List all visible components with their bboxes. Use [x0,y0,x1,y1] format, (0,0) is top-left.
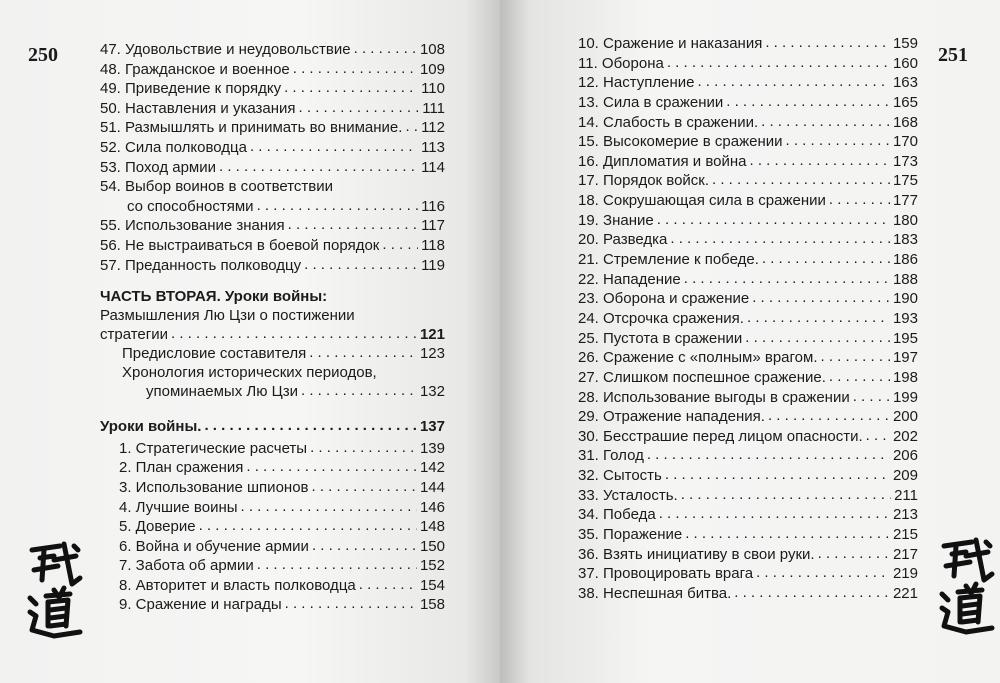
toc-entry-title: 29. Отражение нападения. [578,408,765,426]
toc-entry-title: 21. Стремление к победе. [578,251,759,269]
toc-entry-title: 6. Война и обучение армии [119,537,309,555]
toc-entry-title: 13. Сила в сражении [578,93,724,111]
leader-dots [657,210,890,230]
toc-entry [578,407,918,427]
toc-entry [119,439,445,459]
toc-entry [119,537,445,557]
toc-entry-title: 53. Поход армии [100,158,216,176]
leader-dots [697,72,890,92]
toc-entry [578,152,918,172]
toc-entry-title: 8. Авторитет и власть полководца [119,576,356,594]
toc-entry-page: 202 [892,427,918,445]
toc-entry-title: 4. Лучшие воины [119,498,238,516]
part-two-block [100,287,445,401]
toc-entry [578,230,918,250]
leader-dots [765,33,890,53]
toc-entry-title: 56. Не выстраиваться в боевой порядок [100,236,380,254]
toc-entry-page: 180 [892,211,918,229]
toc-entry-page: 190 [892,290,918,308]
toc-entry-page: 195 [892,329,918,347]
toc-entry-title: 57. Преданность полководцу [100,256,302,274]
leader-dots [712,170,890,190]
toc-entry-page: 211 [894,486,918,504]
leader-dots [685,524,890,544]
toc-entry-title: 26. Сражение с «полным» врагом. [578,349,818,367]
leader-dots [745,328,890,348]
toc-entry [578,348,918,368]
toc-entry-title: 10. Сражение и наказания [578,35,763,52]
toc-entry [100,79,445,99]
leader-dots [829,367,890,387]
toc-entry-page: 165 [892,93,918,111]
part-two-heading: ЧАСТЬ ВТОРАЯ. Уроки войны: [100,288,328,306]
part-two-line3: стратегии . . . 121 [100,325,445,344]
toc-entry-title: 11. Оборона [578,54,664,72]
toc-entry-page: 193 [892,309,918,327]
toc-entry-page: 198 [892,368,918,386]
toc-entry-title: 55. Использование знания [100,217,285,235]
leader-dots [246,457,417,477]
leader-dots [829,190,890,210]
chronology-row-1: Хронология исторических периодов, [122,364,377,382]
preface-row: Предисловие составителя . . . 123 [100,344,445,363]
toc-entry-title: 18. Сокрушающая сила в сражении [578,192,826,210]
toc-entry [100,40,445,60]
toc-entry-title: 20. Разведка [578,231,668,249]
toc-entry-title: 12. Наступление [578,74,695,92]
toc-entry [578,93,918,113]
leader-dots [853,387,890,407]
toc-entry [578,329,918,349]
toc-entry-page: 108 [419,41,445,58]
leader-dots [866,426,890,446]
leader-dots [359,575,417,595]
toc-entry-page: 150 [419,537,445,555]
toc-entry [578,388,918,408]
toc-entry-title: 35. Поражение [578,526,683,544]
calligraphy-seal-left [24,540,84,640]
leader-dots [199,516,417,536]
toc-entry-page: 146 [419,498,445,516]
leader-dots [665,465,890,485]
toc-entry-title: 28. Использование выгоды в сражении [578,388,850,406]
toc-entry-title: 16. Дипломатия и война [578,152,747,170]
toc-entry-title: 14. Слабость в сражении. [578,113,759,131]
toc-entry-title: 52. Сила полководца [100,138,247,156]
toc-entry [578,73,918,93]
leader-dots [761,112,890,132]
lessons-heading: Уроки войны. . . . 137 [100,417,445,437]
toc-entry-page: 139 [419,439,445,457]
toc-entry [578,309,918,329]
leader-dots [301,381,417,400]
toc-entry-title: 36. Взять инициативу в свои руки. [578,545,815,563]
toc-entry [578,545,918,565]
leader-dots [312,477,417,497]
toc-entry-title: 5. Доверие [119,518,196,536]
leader-dots [762,249,890,269]
toc-entry-title: 23. Оборона и сражение [578,290,750,308]
leader-dots [171,324,417,343]
chronology-row-2: упоминаемых Лю Цзи . . . 132 [100,382,445,401]
leader-dots [681,485,891,505]
toc-entry [578,446,918,466]
calligraphy-seal-right [936,536,996,636]
toc-entry [100,138,445,158]
leader-dots [818,544,890,564]
leader-dots [768,406,890,426]
leader-dots [354,39,417,59]
toc-entry [578,270,918,290]
toc-entry [578,34,918,54]
leader-dots [670,229,890,249]
toc-entry-page: 110 [421,80,445,98]
leader-dots [288,215,418,235]
toc-entry-title: 51. Размышлять и принимать во внимание. [100,119,403,137]
toc-entry [578,113,918,133]
toc-entry-page: 215 [892,526,918,544]
toc-entry [578,584,918,604]
toc-entry-title: 50. Наставления и указания [100,99,296,117]
toc-entry-title: 24. Отсрочка сражения. [578,309,744,327]
toc-entry-page: 209 [892,467,918,485]
toc-entry [578,250,918,270]
toc-entry-page: 148 [419,518,445,536]
leader-dots [312,536,417,556]
toc-right [578,34,918,604]
toc-entry [119,595,445,615]
toc-entry [119,556,445,576]
toc-entry [100,99,445,119]
toc-entry [119,458,445,478]
toc-entry-title: 7. Забота об армии [119,557,254,575]
toc-entry-page: 112 [421,119,445,137]
toc-entry [119,576,445,596]
leader-dots [285,594,417,614]
toc-entry-page: 119 [421,256,445,274]
toc-entry-page: 142 [419,459,445,477]
toc-entry-title: 25. Пустота в сражении [578,329,743,347]
leader-dots [382,235,418,255]
lessons-list [100,439,445,615]
toc-entry-title: 34. Победа [578,506,656,524]
leader-dots [752,288,890,308]
wudao-calligraphy-icon [936,536,996,636]
toc-entry-title: 15. Высокомерие в сражении [578,133,783,151]
leader-dots [750,151,890,171]
toc-entry-title: 1. Стратегические расчеты [119,439,308,457]
toc-entry [100,158,445,178]
toc-entry-page: 118 [421,236,445,254]
toc-entry-title: 19. Знание [578,211,654,229]
toc-entry-page: 163 [892,74,918,92]
toc-entry [578,525,918,545]
leader-dots [786,131,890,151]
toc-right-list [578,34,918,604]
toc-entry-title: 31. Голод [578,447,644,465]
toc-entry-page: 114 [421,158,445,176]
toc-entry-page: 117 [421,217,445,235]
toc-entry-page: 188 [892,270,918,288]
toc-entry-title: со способностями [127,197,254,215]
toc-entry-title: 9. Сражение и награды [119,596,282,614]
wudao-calligraphy-icon [24,540,84,640]
toc-left [100,40,445,615]
toc-entry [578,211,918,231]
leader-dots [257,555,417,575]
toc-entry-page: 159 [892,35,918,52]
right-page [500,0,1000,683]
leader-dots [309,343,417,362]
leader-dots [299,98,418,118]
toc-left-top-list [100,40,445,275]
leader-dots [734,583,890,603]
toc-entry-page: 158 [419,596,445,614]
toc-entry [578,427,918,447]
toc-entry [100,256,445,276]
toc-entry-page: 177 [892,192,918,210]
toc-entry-page: 183 [892,231,918,249]
toc-entry-page: 109 [419,60,445,78]
leader-dots [293,59,417,79]
toc-entry [119,498,445,518]
toc-entry-title: 3. Использование шпионов [119,478,309,496]
toc-entry-title: 33. Усталость. [578,486,678,504]
leader-dots [304,255,418,275]
leader-dots [647,445,890,465]
toc-entry [100,236,445,256]
toc-entry-title: 38. Неспешная битва. [578,584,732,602]
leader-dots [204,416,417,436]
toc-entry-title: 48. Гражданское и военное [100,60,290,78]
page-number-right: 251 [938,44,968,66]
leader-dots [241,497,417,517]
toc-entry-title: 47. Удовольствие и неудовольствие [100,41,351,58]
toc-entry [578,289,918,309]
toc-entry-page: 111 [422,99,445,117]
toc-entry-page: 221 [892,584,918,602]
toc-entry-title: 30. Бесстрашие перед лицом опасности. [578,427,863,445]
toc-entry-page: 206 [892,447,918,465]
toc-entry [100,197,445,217]
page-number-left: 250 [28,44,58,66]
toc-entry-page: 116 [421,197,445,215]
toc-entry [578,171,918,191]
toc-entry-page: 200 [892,408,918,426]
toc-entry [578,54,918,74]
leader-dots [726,92,890,112]
leader-dots [310,438,417,458]
toc-entry-page: 199 [892,388,918,406]
toc-entry-page: 219 [892,565,918,583]
leader-dots [756,563,890,583]
toc-entry-page: 213 [892,506,918,524]
toc-entry [119,478,445,498]
toc-entry [100,216,445,236]
toc-entry-page: 154 [419,576,445,594]
toc-entry [578,505,918,525]
toc-entry [100,60,445,80]
leader-dots [684,269,890,289]
leader-dots [257,196,418,216]
toc-entry-title: 2. План сражения [119,459,244,477]
toc-entry-page: 186 [892,251,918,269]
toc-entry [578,132,918,152]
toc-entry-title: 27. Слишком поспешное сражение. [578,368,826,386]
leader-dots [667,53,890,73]
toc-entry-title: 22. Нападение [578,270,681,288]
leader-dots [284,78,418,98]
toc-entry-title: 17. Порядок войск. [578,172,710,190]
toc-entry-page: 175 [892,172,918,190]
toc-entry-page: 152 [419,557,445,575]
toc-entry [100,177,445,197]
toc-entry-title: 49. Приведение к порядку [100,80,282,98]
toc-entry-page: 173 [892,152,918,170]
toc-entry [578,564,918,584]
toc-entry [578,486,918,506]
toc-entry-title: 32. Сытость [578,467,662,485]
part-two-line2: Размышления Лю Цзи о постижении [100,307,355,325]
leader-dots [821,347,890,367]
toc-entry-title: 37. Провоцировать врага [578,565,754,583]
toc-entry [578,368,918,388]
leader-dots [405,117,418,137]
toc-entry [119,517,445,537]
toc-entry [100,118,445,138]
toc-entry [578,466,918,486]
toc-entry-page: 217 [892,545,918,563]
toc-entry-page: 113 [421,138,445,156]
toc-entry-page: 160 [892,54,918,72]
leader-dots [659,504,890,524]
toc-entry-page: 170 [892,133,918,151]
toc-entry-page: 144 [419,478,445,496]
toc-entry-page: 168 [892,113,918,131]
leader-dots [747,308,890,328]
toc-entry-page: 197 [892,349,918,367]
leader-dots [250,137,418,157]
toc-entry-title: 54. Выбор воинов в соответствии [100,178,334,196]
toc-entry [578,191,918,211]
leader-dots [219,157,418,177]
